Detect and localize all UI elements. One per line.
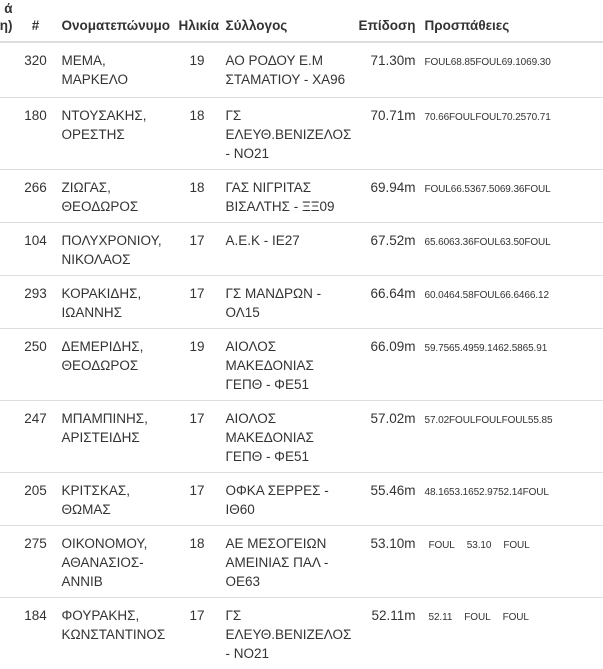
- column-header-club: Σύλλογος: [221, 0, 354, 42]
- table-row: [0, 97, 603, 169]
- cell-club: ΓΣ ΕΛΕΥΘ.ΒΕΝΙΖΕΛΟΣ - ΝΟ21: [221, 597, 354, 669]
- attempt-value: 67.50: [475, 183, 500, 195]
- cell-attempts: [420, 169, 603, 222]
- attempt-value: FOUL: [475, 57, 502, 68]
- cell-name: ΝΤΟΥΣΑΚΗΣ, ΟΡΕΣΤΗΣ: [57, 97, 174, 169]
- attempt-value: FOUL: [475, 414, 502, 426]
- attempt-value: 48.16: [424, 486, 450, 498]
- attempt-value: 65.91: [522, 342, 548, 354]
- cell-name: ΜΠΑΜΠΙΝΗΣ, ΑΡΙΣΤΕΙΔΗΣ: [57, 400, 174, 472]
- cell-performance: 71.30m: [370, 53, 416, 68]
- cell-number: 184: [15, 597, 57, 669]
- cell-performance: 57.02m: [354, 400, 420, 472]
- attempt-value: FOUL: [473, 236, 500, 248]
- cell-attempts: [420, 42, 603, 97]
- table-row: [0, 400, 603, 472]
- attempt-value: 69.36: [499, 183, 525, 195]
- cell-attempts: [420, 222, 603, 275]
- column-header-age: Ηλικία: [174, 0, 221, 42]
- cell-club: ΑΕ ΜΕΣΟΓΕΙΩΝ ΑΜΕΙΝΙΑΣ ΠΑΛ - ΟΕ63: [221, 525, 354, 597]
- attempt-value: FOUL: [464, 611, 491, 623]
- column-header-attempts: Προσπάθειες: [420, 0, 603, 42]
- attempt-value: 55.85: [527, 414, 553, 426]
- cell-club: Α.Ε.Κ - ΙΕ27: [221, 222, 354, 275]
- attempt-value: 63.36: [449, 236, 474, 248]
- cell-attempts: [420, 97, 603, 169]
- column-header-position: ά η): [0, 0, 15, 42]
- attempt-value: 68.85: [450, 57, 476, 68]
- cell-attempts: [420, 597, 603, 669]
- attempt-value: 53.10: [466, 539, 492, 551]
- cell-position: [0, 42, 15, 97]
- attempt-value: FOUL: [424, 57, 451, 68]
- attempt-value: 60.04: [424, 289, 450, 301]
- cell-club: ΑΙΟΛΟΣ ΜΑΚΕΔΟΝΙΑΣ ΓΕΠΘ - ΦΕ51: [221, 400, 354, 472]
- cell-club: ΟΦΚΑ ΣΕΡΡΕΣ - ΙΘ60: [221, 472, 354, 525]
- attempt-value: 62.58: [498, 342, 523, 354]
- table-row: [0, 169, 603, 222]
- cell-position: [0, 525, 15, 597]
- attempt-value: 57.02: [424, 414, 450, 426]
- attempt-value: 63.50: [499, 236, 525, 248]
- attempt-value: FOUL: [522, 486, 549, 498]
- cell-performance: 67.52m: [354, 222, 420, 275]
- attempt-value: 59.75: [424, 342, 450, 354]
- cell-age: 18: [174, 97, 221, 169]
- cell-position: [0, 97, 15, 169]
- attempt-value: 70.66: [424, 111, 450, 123]
- attempt-value: FOUL: [473, 289, 500, 301]
- cell-position: [0, 275, 15, 328]
- cell-name: ΠΟΛΥΧΡΟΝΙΟΥ, ΝΙΚΟΛΑΟΣ: [57, 222, 174, 275]
- attempt-value: FOUL: [424, 183, 451, 195]
- attempt-value: 66.64: [499, 289, 525, 301]
- cell-name: ΖΙΩΓΑΣ, ΘΕΟΔΩΡΟΣ: [57, 169, 174, 222]
- table-row: [0, 472, 603, 525]
- cell-age: 17: [174, 400, 221, 472]
- cell-age: 17: [174, 472, 221, 525]
- table-header-row: [0, 0, 603, 42]
- cell-position: [0, 597, 15, 669]
- cell-club: ΓΑΣ ΝΙΓΡΙΤΑΣ ΒΙΣΑΛΤΗΣ - ΞΞ09: [221, 169, 354, 222]
- cell-performance: 66.09m: [354, 328, 420, 400]
- attempt-value: 65.49: [449, 342, 474, 354]
- cell-performance: 70.71m: [354, 97, 420, 169]
- attempt-value: FOUL: [524, 236, 551, 248]
- column-header-performance: Επίδοση: [354, 0, 420, 42]
- table-row: [0, 222, 603, 275]
- attempt-value: 52.97: [473, 486, 499, 498]
- cell-club: ΓΣ ΜΑΝΔΡΩΝ - ΟΛ15: [221, 275, 354, 328]
- attempt-value: 52.11: [428, 611, 453, 623]
- table-row: [0, 275, 603, 328]
- cell-name: ΟΙΚΟΝΟΜΟΥ, ΑΘΑΝΑΣΙΟΣ-ΑΝΝΙΒ: [57, 525, 174, 597]
- cell-number: 180: [15, 97, 57, 169]
- attempt-value: 70.25: [501, 111, 527, 123]
- table-row: [0, 328, 603, 400]
- cell-position: [0, 169, 15, 222]
- table-row: [0, 597, 603, 669]
- column-header-name: Ονοματεπώνυμο: [57, 0, 174, 42]
- cell-performance: 66.64m: [354, 275, 420, 328]
- cell-name: ΚΡΙΤΣΚΑΣ, ΘΩΜΑΣ: [57, 472, 174, 525]
- cell-age: 17: [174, 222, 221, 275]
- cell-performance: 69.94m: [354, 169, 420, 222]
- cell-club: ΓΣ ΕΛΕΥΘ.ΒΕΝΙΖΕΛΟΣ - ΝΟ21: [221, 97, 354, 169]
- cell-position: [0, 222, 15, 275]
- cell-number: 250: [15, 328, 57, 400]
- attempt-value: FOUL: [475, 111, 502, 123]
- cell-age: 18: [174, 525, 221, 597]
- attempt-value: FOUL: [428, 539, 455, 551]
- attempt-value: FOUL: [524, 183, 551, 195]
- cell-number: 104: [15, 222, 57, 275]
- attempt-value: 64.58: [449, 289, 474, 301]
- cell-position: [0, 328, 15, 400]
- cell-age: 18: [174, 169, 221, 222]
- attempt-value: 52.14: [498, 486, 523, 498]
- attempt-value: 59.14: [473, 342, 499, 354]
- attempt-value: 70.71: [526, 111, 551, 123]
- cell-number: 320: [24, 53, 47, 68]
- cell-attempts: [420, 328, 603, 400]
- cell-attempts: [420, 525, 603, 597]
- attempt-value: 66.53: [450, 183, 476, 195]
- cell-age: 19: [189, 53, 205, 68]
- cell-attempts: [420, 400, 603, 472]
- cell-performance: 55.46m: [354, 472, 420, 525]
- cell-number: 205: [15, 472, 57, 525]
- attempt-value: FOUL: [449, 111, 476, 123]
- attempt-value: 66.12: [524, 289, 549, 301]
- cell-number: 275: [15, 525, 57, 597]
- cell-position: [0, 400, 15, 472]
- cell-name: ΦΟΥΡΑΚΗΣ, ΚΩΝΣΤΑΝΤΙΝΟΣ: [57, 597, 174, 669]
- column-header-number: #: [15, 0, 57, 42]
- table-row: [0, 525, 603, 597]
- cell-attempts: [420, 275, 603, 328]
- cell-age: 17: [174, 275, 221, 328]
- cell-age: 17: [174, 597, 221, 669]
- cell-position: [0, 472, 15, 525]
- attempt-value: FOUL: [502, 611, 529, 623]
- cell-name: ΜΕΜΑ, ΜΑΡΚΕΛΟ: [61, 53, 128, 87]
- cell-performance: 53.10m: [354, 525, 420, 597]
- cell-club: ΑΟ ΡΟΔΟΥ Ε.Μ ΣΤΑΜΑΤΙΟΥ - ΧΑ96: [225, 53, 346, 87]
- attempt-value: 69.30: [526, 57, 551, 68]
- attempt-value: 69.10: [501, 57, 527, 68]
- attempt-value: 53.16: [449, 486, 474, 498]
- attempt-value: FOUL: [503, 539, 530, 551]
- attempt-value: FOUL: [449, 414, 476, 426]
- attempt-value: 65.60: [424, 236, 450, 248]
- cell-performance: 52.11m: [354, 597, 420, 669]
- cell-attempts: [420, 472, 603, 525]
- cell-name: ΔΕΜΕΡΙΔΗΣ, ΘΕΟΔΩΡΟΣ: [57, 328, 174, 400]
- cell-age: 19: [174, 328, 221, 400]
- cell-club: ΑΙΟΛΟΣ ΜΑΚΕΔΟΝΙΑΣ ΓΕΠΘ - ΦΕ51: [221, 328, 354, 400]
- cell-name: ΚΟΡΑΚΙΔΗΣ, ΙΩΑΝΝΗΣ: [57, 275, 174, 328]
- cell-number: 247: [15, 400, 57, 472]
- cell-number: 266: [15, 169, 57, 222]
- cell-number: 293: [15, 275, 57, 328]
- table-row: [0, 42, 603, 97]
- attempt-value: FOUL: [501, 414, 528, 426]
